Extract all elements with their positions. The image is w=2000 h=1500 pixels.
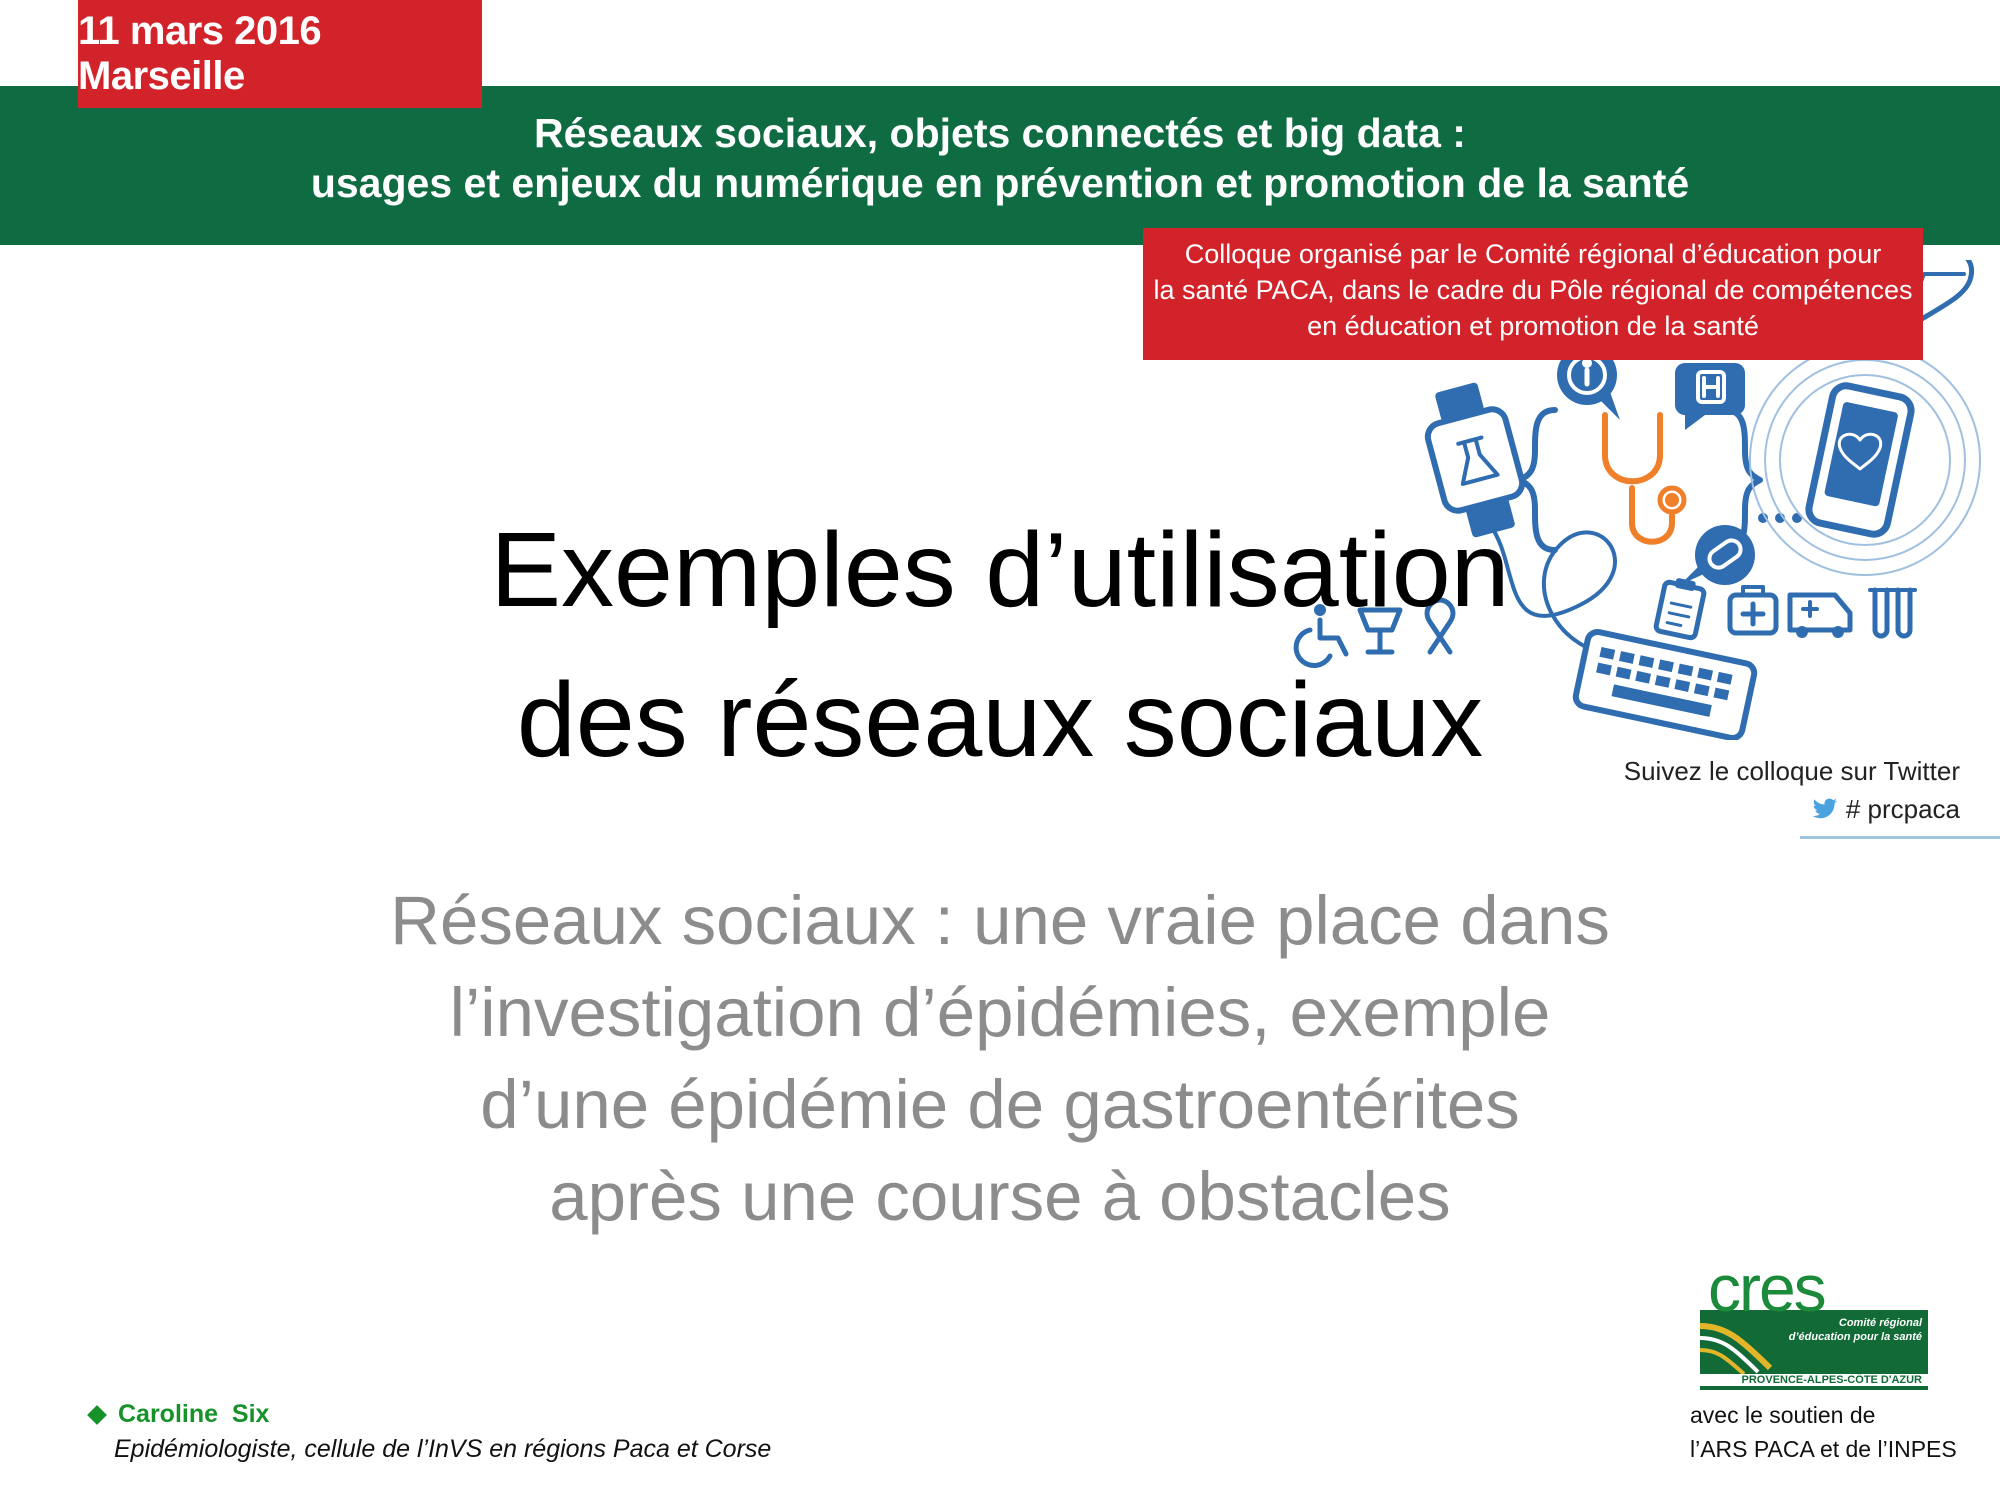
- support-text: [1690, 1398, 1957, 1466]
- twitter-follow-text: Suivez le colloque sur Twitter: [1623, 756, 1960, 786]
- presentation-title-line-2: des réseaux sociaux: [516, 661, 1484, 779]
- clipboard-icon: [1655, 576, 1706, 639]
- cres-subtitle-line-1: Comité régional: [1838, 1317, 1922, 1329]
- date-badge: [78, 0, 482, 108]
- first-aid-kit-icon: [1730, 587, 1776, 633]
- cres-wordmark: cres: [1708, 1251, 1825, 1325]
- talk-subtitle: [260, 875, 1740, 1243]
- talk-subtitle-line-2: l’investigation d’épidémies, exemple: [449, 974, 1551, 1051]
- cres-subtitle-line-2: d’éducation pour la santé: [1788, 1331, 1922, 1343]
- organizer-line-1: Colloque organisé par le Comité régional d’éducation pour: [1184, 239, 1882, 269]
- smartphone-heart-icon: [1750, 345, 1980, 575]
- organizer-box: [1143, 228, 1923, 360]
- cres-region: PROVENCE-ALPES-CÔTE D'AZUR: [1700, 1374, 1928, 1386]
- conference-title-line-2: usages et enjeux du numérique en prévention et promotion de la santé: [310, 160, 1690, 206]
- support-line-2: l’ARS PACA et de l’INPES: [1690, 1436, 1957, 1462]
- presentation-title: [380, 495, 1620, 795]
- speaker-info: [86, 1400, 771, 1464]
- talk-subtitle-line-4: après une course à obstacles: [549, 1158, 1451, 1235]
- diamond-bullet-icon: [87, 1405, 107, 1425]
- twitter-bird-icon: [1812, 798, 1838, 820]
- hospital-bubble-icon: [1675, 363, 1745, 430]
- speaker-name: Caroline Six: [118, 1400, 270, 1428]
- conference-title-line-1: Réseaux sociaux, objets connectés et big data :: [534, 110, 1466, 156]
- talk-subtitle-line-1: Réseaux sociaux : une vraie place dans: [390, 882, 1610, 959]
- test-tubes-icon: [1870, 590, 1915, 636]
- cres-logo: [1700, 1251, 1928, 1392]
- twitter-follow: [1600, 752, 1960, 828]
- event-date: 11 mars 2016 Marseille: [78, 9, 322, 98]
- twitter-hashtag: # prcpaca: [1845, 794, 1960, 824]
- pill-bubble-icon: [1680, 525, 1755, 585]
- cres-subtitle: [1789, 1316, 1922, 1344]
- organizer-line-2: la santé PACA, dans le cadre du Pôle régional de compétences: [1153, 275, 1913, 305]
- cres-logo-swoosh-icon: [1700, 1318, 1780, 1374]
- speaker-name-row: [86, 1400, 771, 1429]
- support-line-1: avec le soutien de: [1690, 1402, 1876, 1428]
- twitter-hashtag-row: [1600, 790, 1960, 828]
- speaker-role: Epidémiologiste, cellule de l’InVS en régions Paca et Corse: [114, 1435, 772, 1463]
- organizer-line-3: en éducation et promotion de la santé: [1307, 311, 1759, 341]
- twitter-underline: [1800, 836, 2000, 839]
- talk-subtitle-line-3: d’une épidémie de gastroentérites: [480, 1066, 1520, 1143]
- ambulance-icon: [1790, 595, 1850, 638]
- presentation-title-line-1: Exemples d’utilisation: [490, 511, 1510, 629]
- conference-title: [0, 108, 2000, 208]
